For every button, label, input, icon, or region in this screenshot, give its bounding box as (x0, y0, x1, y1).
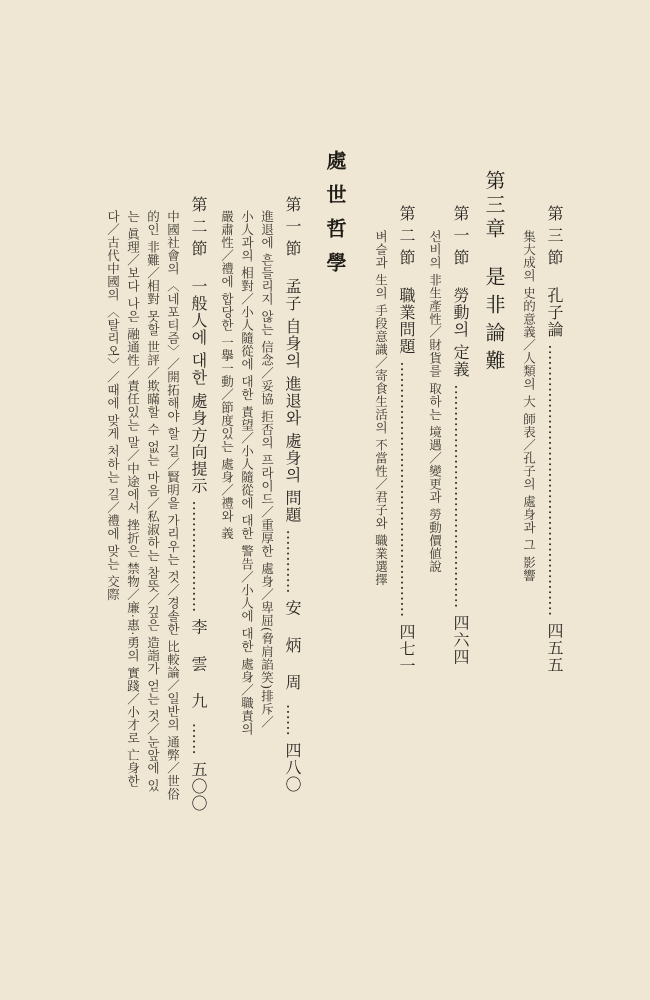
entry-title: 孔子論 (545, 287, 564, 339)
entry-description: 小人과의 相對／小人隨從에 대한 責望／小人隨從에 대한 警告／小人에 대한 處身／職責의 (239, 210, 255, 736)
chapter-title: 是非論難 (482, 266, 506, 379)
entry-description: 集大成의 史的意義／人類의 大 師表／孔子의 處身과 그 影響 (521, 230, 537, 582)
entry-label: 第二節 (189, 196, 208, 262)
toc-desc-general-1 (166, 210, 179, 800)
chapter-label: 第三章 (482, 170, 506, 242)
entry-page-dots: …… (189, 722, 208, 755)
entry-title: 孟子 自身의 進退와 處身의 問題 (283, 278, 302, 524)
part-title-text: 處世哲學 (323, 150, 347, 286)
entry-page: 五〇〇 (189, 760, 208, 812)
entry-leader-dots: ………… (283, 529, 302, 594)
entry-page-dots: …… (283, 703, 302, 736)
entry-description: 中國社會의 〈네포티즘〉／開拓해야 할 길／賢明을 가리우는 것／경솔한 比較論／일반의 通弊／世俗 (165, 210, 181, 801)
entry-description: 선비의 非生產性／財貨를 取하는 境遇／變更과 勞動價値說 (427, 230, 443, 573)
entry-author: 李 雲 九 (189, 618, 208, 717)
toc-desc-general-4 (106, 210, 119, 601)
entry-leader-dots: ………………… (189, 500, 208, 613)
toc-desc-confucius (522, 230, 535, 582)
toc-entry-general (190, 196, 206, 812)
entry-description: 벼슬과 生의 手段意識／寄食生活의 不當性／君子와 職業選擇 (373, 230, 389, 586)
toc-entry-labor (452, 205, 468, 665)
toc-desc-mencius-1 (260, 210, 273, 729)
entry-author: 安 炳 周 (283, 599, 302, 698)
toc-desc-mencius-2 (240, 210, 253, 735)
toc-desc-general-2 (146, 210, 159, 792)
toc-entry-occupation (398, 205, 414, 674)
toc-desc-labor (428, 230, 441, 573)
entry-label: 第三節 (545, 205, 564, 271)
entry-page: 四八〇 (283, 741, 302, 793)
entry-title: 勞動의 定義 (451, 287, 470, 379)
entry-leader-dots: …………………………………… (451, 384, 470, 609)
entry-label: 第一節 (283, 196, 302, 262)
entry-label: 第二節 (397, 205, 416, 271)
part-title (325, 150, 345, 286)
entry-leader-dots: ………………………………………… (397, 361, 416, 618)
entry-description: 는 眞理／보다 나은 融通性／責任있는 말／中途에서 挫折은 禁物／廉·惠·勇의 實踐／小才로 亡身한 (125, 210, 141, 788)
toc-desc-occupation (374, 230, 387, 586)
entry-page: 四五五 (545, 622, 564, 674)
entry-page: 四七一 (397, 623, 416, 675)
chapter-heading (484, 170, 504, 378)
entry-description: 嚴肅性／禮에 합당한 一擧一動／節度있는 處身／禮와 義 (219, 210, 235, 540)
toc-entry-mencius (284, 196, 300, 793)
entry-page: 四六四 (451, 614, 470, 666)
entry-title: 職業問題 (397, 287, 416, 356)
entry-description: 다／古代中國의 〈탈리오〉／때에 맞게 처하는 길／禮에 맞는 交際 (105, 210, 121, 601)
toc-desc-general-3 (126, 210, 139, 788)
entry-title: 一般人에 대한 處身方向提示 (189, 278, 208, 495)
entry-description: 的인 非難／相對 못할 世評／欺瞞할 수 없는 마음／私淑하는 참뜻／깊은 造詣가 얻는 것／눈앞에 있 (145, 210, 161, 793)
entry-leader-dots: …………………………………………… (545, 344, 564, 617)
toc-desc-mencius-3 (220, 210, 233, 540)
entry-description: 進退에 흔들리지 않는 信念／妥協 拒否의 프라이드／重厚한 處身／卑屈(脅肩諂笑)排斥／ (259, 210, 275, 729)
entry-label: 第一節 (451, 205, 470, 271)
toc-entry-confucius (546, 205, 562, 673)
